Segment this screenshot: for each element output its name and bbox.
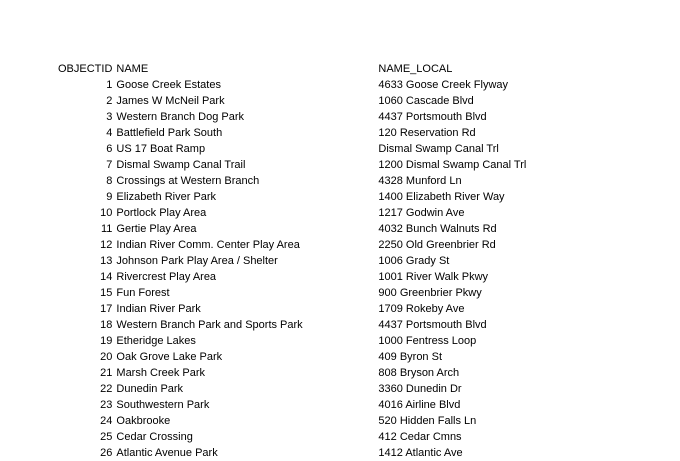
- table-row: [58, 317, 628, 333]
- parks-table: [58, 61, 628, 461]
- cell-name: Oakbrooke: [116, 415, 171, 427]
- table-row: [58, 141, 628, 157]
- cell-name: Etheridge Lakes: [116, 335, 196, 347]
- cell-name: Battlefield Park South: [116, 127, 223, 139]
- cell-name-local: 1200 Dismal Swamp Canal Trl: [378, 159, 527, 171]
- cell-name-local: Dismal Swamp Canal Trl: [378, 143, 499, 155]
- table-row: [58, 157, 628, 173]
- cell-objectid: 9: [106, 191, 113, 203]
- cell-name-local: 412 Cedar Cmns: [378, 431, 462, 443]
- cell-objectid: 2: [106, 95, 113, 107]
- table-row: [58, 285, 628, 301]
- cell-objectid: 7: [106, 159, 113, 171]
- cell-name-local: 808 Bryson Arch: [378, 367, 460, 379]
- column-header-name-local: NAME_LOCAL: [378, 63, 453, 75]
- cell-name-local: 1412 Atlantic Ave: [378, 447, 463, 459]
- cell-objectid: 23: [100, 399, 113, 411]
- table-row: [58, 125, 628, 141]
- cell-name: Western Branch Park and Sports Park: [116, 319, 303, 331]
- table-row: [58, 333, 628, 349]
- cell-name: Southwestern Park: [116, 399, 210, 411]
- cell-objectid: 22: [100, 383, 113, 395]
- cell-name-local: 4437 Portsmouth Blvd: [378, 111, 487, 123]
- table-row: [58, 301, 628, 317]
- table-row: [58, 205, 628, 221]
- cell-name: Oak Grove Lake Park: [116, 351, 223, 363]
- cell-name: Cedar Crossing: [116, 431, 193, 443]
- cell-name-local: 3360 Dunedin Dr: [378, 383, 462, 395]
- cell-name-local: 1060 Cascade Blvd: [378, 95, 474, 107]
- cell-name-local: 900 Greenbrier Pkwy: [378, 287, 482, 299]
- table-row: [58, 77, 628, 93]
- cell-objectid: 24: [100, 415, 113, 427]
- cell-name: US 17 Boat Ramp: [116, 143, 206, 155]
- cell-name-local: 520 Hidden Falls Ln: [378, 415, 477, 427]
- cell-name: Rivercrest Play Area: [116, 271, 217, 283]
- cell-objectid: 11: [100, 223, 113, 235]
- cell-objectid: 15: [100, 287, 113, 299]
- table-row: [58, 397, 628, 413]
- cell-name: Goose Creek Estates: [116, 79, 221, 91]
- table-row: [58, 221, 628, 237]
- cell-name-local: 4437 Portsmouth Blvd: [378, 319, 487, 331]
- cell-name-local: 1400 Elizabeth River Way: [378, 191, 505, 203]
- cell-name: Indian River Comm. Center Play Area: [116, 239, 300, 251]
- cell-name-local: 4032 Bunch Walnuts Rd: [378, 223, 497, 235]
- cell-objectid: 25: [100, 431, 113, 443]
- cell-name: James W McNeil Park: [116, 95, 225, 107]
- cell-objectid: 19: [100, 335, 113, 347]
- column-header-name: NAME: [116, 63, 149, 75]
- cell-objectid: 13: [100, 255, 113, 267]
- table-row: [58, 253, 628, 269]
- cell-name-local: 1217 Godwin Ave: [378, 207, 465, 219]
- cell-name: Dunedin Park: [116, 383, 184, 395]
- cell-name-local: 409 Byron St: [378, 351, 442, 363]
- table-row: [58, 269, 628, 285]
- cell-name: Portlock Play Area: [116, 207, 207, 219]
- cell-name-local: 1006 Grady St: [378, 255, 450, 267]
- cell-objectid: 10: [100, 207, 113, 219]
- cell-objectid: 14: [100, 271, 113, 283]
- table-header-row: [58, 61, 628, 77]
- table-row: [58, 381, 628, 397]
- cell-name: Indian River Park: [116, 303, 201, 315]
- cell-objectid: 21: [100, 367, 113, 379]
- cell-objectid: 17: [100, 303, 113, 315]
- cell-name: Fun Forest: [116, 287, 170, 299]
- cell-name: Marsh Creek Park: [116, 367, 206, 379]
- cell-name-local: 4328 Munford Ln: [378, 175, 462, 187]
- cell-objectid: 8: [106, 175, 113, 187]
- cell-objectid: 20: [100, 351, 113, 363]
- cell-objectid: 6: [106, 143, 113, 155]
- cell-objectid: 4: [106, 127, 113, 139]
- cell-objectid: 12: [100, 239, 113, 251]
- table-row: [58, 237, 628, 253]
- cell-name-local: 2250 Old Greenbrier Rd: [378, 239, 496, 251]
- table-row: [58, 189, 628, 205]
- table-body: [58, 77, 628, 461]
- cell-name-local: 4633 Goose Creek Flyway: [378, 79, 509, 91]
- table-row: [58, 429, 628, 445]
- cell-name: Western Branch Dog Park: [116, 111, 244, 123]
- column-header-objectid: OBJECTID: [58, 63, 113, 75]
- cell-name-local: 1001 River Walk Pkwy: [378, 271, 489, 283]
- cell-name: Elizabeth River Park: [116, 191, 217, 203]
- table-row: [58, 349, 628, 365]
- table-row: [58, 365, 628, 381]
- cell-name-local: 4016 Airline Blvd: [378, 399, 461, 411]
- cell-objectid: 3: [106, 111, 113, 123]
- table-row: [58, 173, 628, 189]
- cell-name-local: 1709 Rokeby Ave: [378, 303, 465, 315]
- table-row: [58, 413, 628, 429]
- cell-name: Dismal Swamp Canal Trail: [116, 159, 246, 171]
- cell-name: Johnson Park Play Area / Shelter: [116, 255, 278, 267]
- cell-name: Atlantic Avenue Park: [116, 447, 218, 459]
- cell-objectid: 26: [100, 447, 113, 459]
- cell-name-local: 1000 Fentress Loop: [378, 335, 477, 347]
- cell-name: Gertie Play Area: [116, 223, 197, 235]
- cell-objectid: 1: [106, 79, 113, 91]
- cell-name-local: 120 Reservation Rd: [378, 127, 476, 139]
- table-row: [58, 109, 628, 125]
- cell-objectid: 18: [100, 319, 113, 331]
- cell-name: Crossings at Western Branch: [116, 175, 260, 187]
- table-row: [58, 93, 628, 109]
